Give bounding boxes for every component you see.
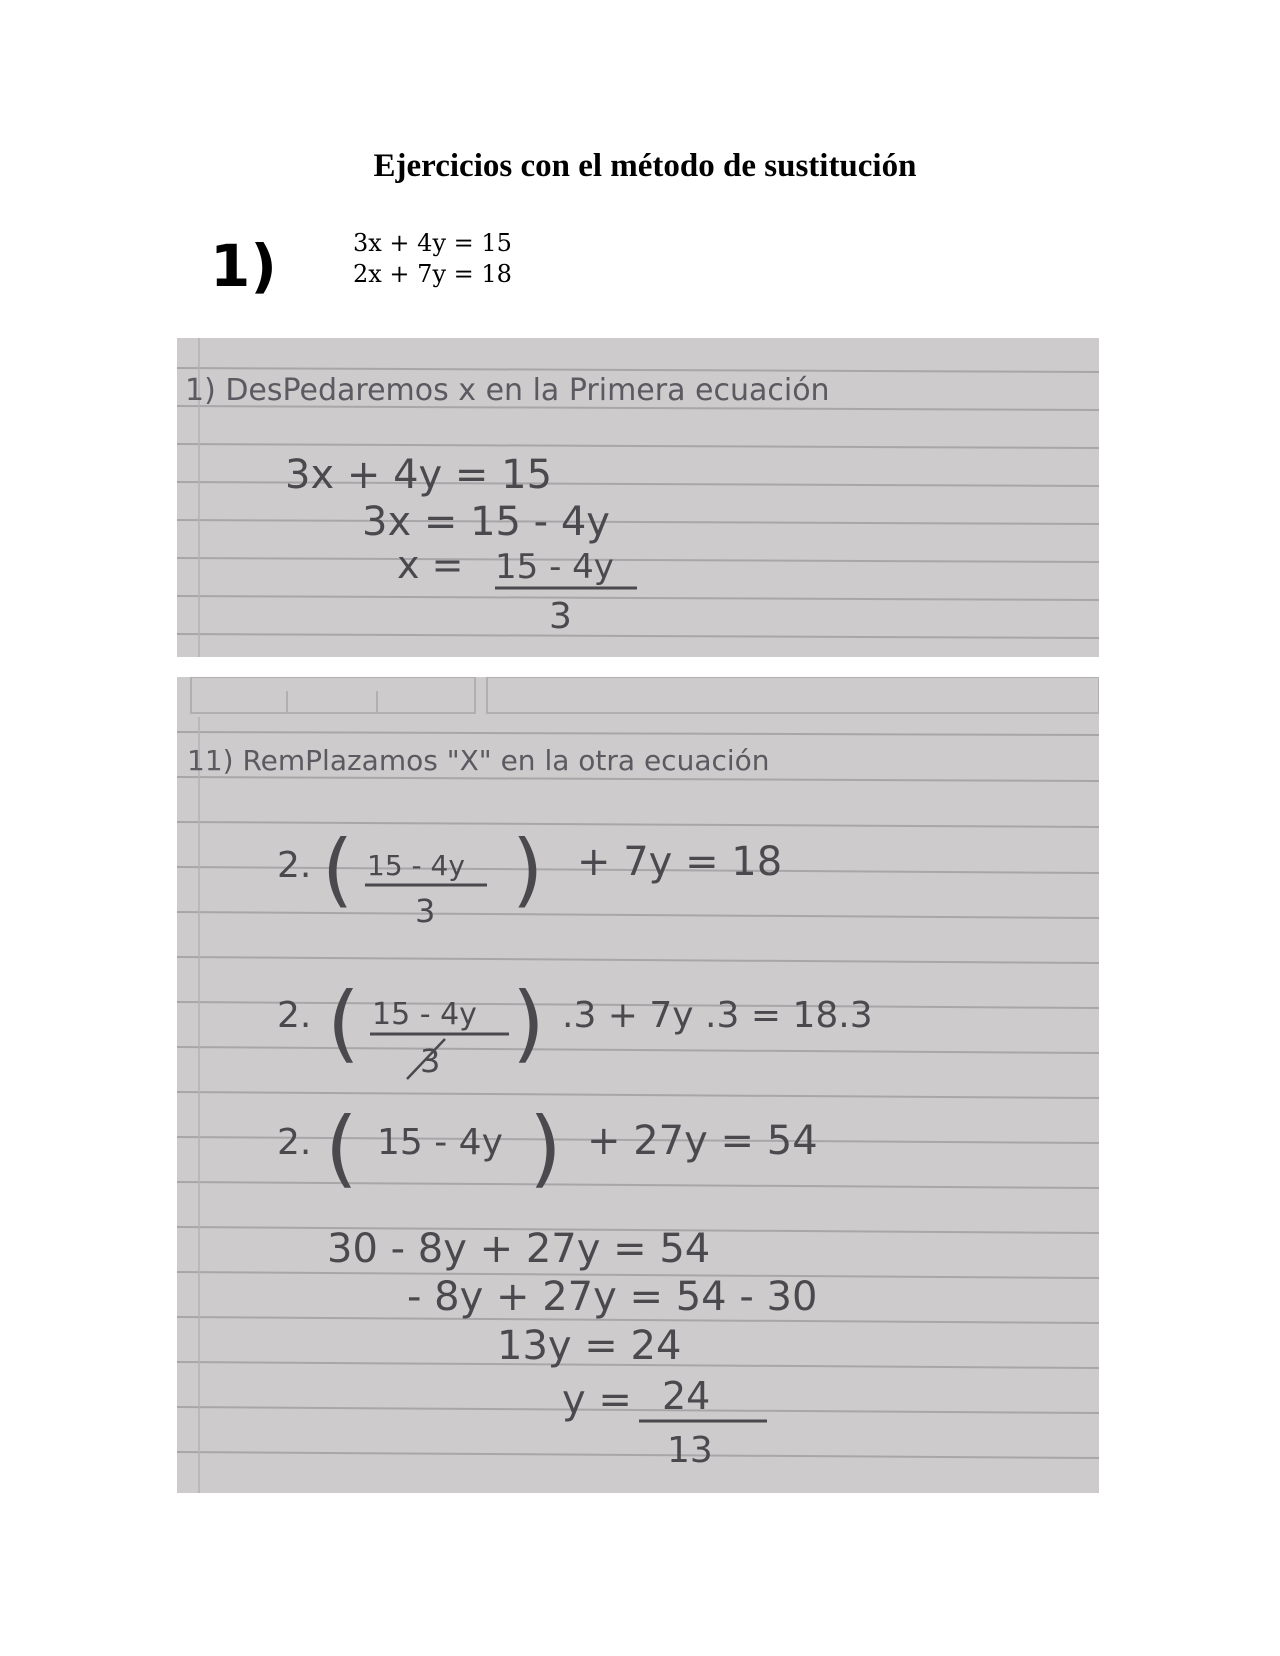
photo2-heading: 11) RemPlazamos "X" en la otra ecuación — [187, 744, 770, 777]
step7-denominator: 13 — [667, 1430, 713, 1471]
step2-lhs: 2. — [277, 995, 312, 1036]
step7-numerator: 24 — [662, 1374, 711, 1418]
notebook-photo-1 — [177, 338, 1099, 657]
step2-open-paren: ( — [327, 974, 360, 1072]
photo1-heading: 1) DesPedaremos x en la Primera ecuación — [185, 373, 830, 408]
step3-lhs: 2. — [277, 1122, 312, 1163]
step5: - 8y + 27y = 54 - 30 — [407, 1274, 818, 1320]
photo1-line1: 3x + 4y = 15 — [285, 452, 553, 498]
step1-open-paren: ( — [322, 823, 354, 916]
step7-lhs: y = — [562, 1377, 632, 1423]
photo1-numerator: 15 - 4y — [495, 547, 614, 587]
step3-open-paren: ( — [325, 1099, 358, 1197]
exercise-number: 1) — [210, 232, 277, 300]
step3-close-paren: ) — [529, 1099, 562, 1197]
step2-close-paren: ) — [512, 974, 545, 1072]
step2-denominator: 3 — [420, 1042, 441, 1080]
step4: 30 - 8y + 27y = 54 — [327, 1226, 711, 1272]
photo1-line3: x = — [397, 543, 464, 587]
step2-rhs: .3 + 7y .3 = 18.3 — [562, 995, 873, 1036]
step1-denominator: 3 — [415, 892, 436, 930]
photo1-line2: 3x = 15 - 4y — [362, 499, 610, 545]
equation-2: 2x + 7y = 18 — [353, 260, 512, 288]
step1-lhs: 2. — [277, 845, 312, 886]
step1-numerator: 15 - 4y — [367, 849, 465, 882]
notebook-photo-2 — [177, 677, 1099, 1493]
step1-close-paren: ) — [512, 823, 544, 916]
step2-numerator: 15 - 4y — [372, 997, 477, 1032]
equation-system — [353, 228, 512, 290]
photo1-denominator: 3 — [549, 596, 572, 637]
step3-rhs: + 27y = 54 — [587, 1118, 818, 1164]
step1-rhs: + 7y = 18 — [577, 839, 783, 885]
equation-1: 3x + 4y = 15 — [353, 229, 512, 257]
step3-inner: 15 - 4y — [377, 1122, 503, 1163]
document-title: Ejercicios con el método de sustitución — [373, 148, 917, 184]
step6: 13y = 24 — [497, 1323, 682, 1369]
